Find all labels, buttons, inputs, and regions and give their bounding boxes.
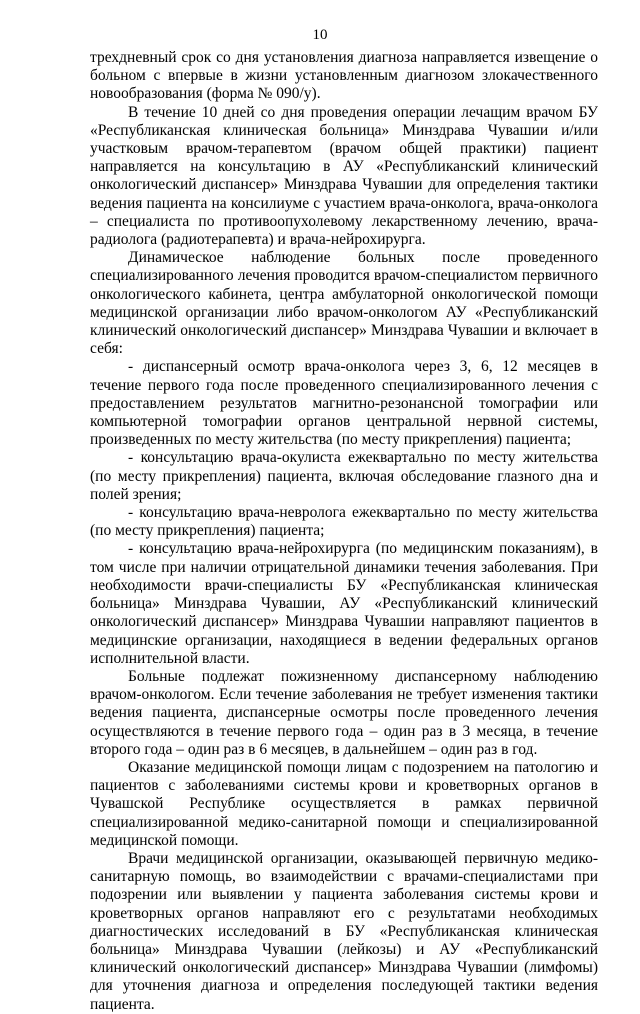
paragraph-continuation: трехдневный срок со дня установления диагноза направляется извещение о больном с впервые в жизни установленным диагнозом злокачественного новообразования (форма № 090/у). (90, 49, 598, 103)
list-item-neurologist: - консультацию врача-невролога ежеквартально по месту жительства (по месту прикрепления) пациента; (90, 504, 598, 540)
page-number: 10 (312, 27, 328, 43)
list-item-neurosurgeon: - консультацию врача-нейрохирурга (по медицинским показаниям), в том числе при наличии отрицательной динамики течения заболевания. При необходимости врачи-специалисты БУ «Республиканская клиническая больница» Минздрава Чувашии, АУ «Республиканский клинический онкологический диспансер» Минздрава Чувашии направляют пациентов в медицинские организации, находящиеся в ведении федеральных органов исполнительной власти. (90, 540, 598, 667)
list-item-ophthalmologist: - консультацию врача-окулиста ежеквартально по месту жительства (по месту прикрепления) пациента, включая обследование глазного дна и полей зрения; (90, 449, 598, 503)
paragraph-lifelong-observation: Больные подлежат пожизненному диспансерному наблюдению врачом-онкологом. Если течение заболевания не требует изменения тактики ведения пациента, диспансерные осмотры после проведенного лечения осуществляются в течение первого года – один раз в 3 месяца, в течение второго года – один раз в 6 месяцев, в дальнейшем – один раз в год. (90, 667, 598, 758)
paragraph-blood-diseases-care: Оказание медицинской помощи лицам с подозрением на патологию и пациентов с заболеваниями системы крови и кроветворных органов в Чувашской Республике осуществляется в рамках первичной специализированной медико-санитарной помощи и специализированной медицинской помощи. (90, 758, 598, 849)
document-body (90, 49, 598, 1014)
list-item-oncologist-exam: - диспансерный осмотр врача-онколога через 3, 6, 12 месяцев в течение первого года после проведенного специализированного лечения с предоставлением результатов магнитно-резонансной томографии или компьютерной томографии органов центральной нервной системы, произведенных по месту жительства (по месту прикрепления) пациента; (90, 358, 598, 449)
paragraph-primary-care-referral: Врачи медицинской организации, оказывающей первичную медико-санитарную помощь, во взаимодействии с врачами-специалистами при подозрении или выявлении у пациента заболевания системы крови и кроветворных органов направляют его с результатами необходимых диагностических исследований в БУ «Республиканская клиническая больница» Минздрава Чувашии (лейкозы) и АУ «Республиканский клинический онкологический диспансер» Минздрава Чувашии (лимфомы) для уточнения диагноза и определения последующей тактики ведения пациента. (90, 849, 598, 1013)
paragraph-dynamic-observation: Динамическое наблюдение больных после проведенного специализированного лечения проводится врачом-специалистом первичного онкологического кабинета, центра амбулаторной онкологической помощи медицинской организации либо врачом-онкологом АУ «Республиканский клинический онкологический диспансер» Минздрава Чувашии и включает в себя: (90, 249, 598, 358)
paragraph-consultation-referral: В течение 10 дней со дня проведения операции лечащим врачом БУ «Республиканская клиническая больница» Минздрава Чувашии и/или участковым врачом-терапевтом (врачом общей практики) пациент направляется на консультацию в АУ «Республиканский клинический онкологический диспансер» Минздрава Чувашии для определения тактики ведения пациента на консилиуме с участием врача-онколога, врача-онколога – специалиста по противоопухолевому лекарственному лечению, врача-радиолога (радиотерапевта) и врача-нейрохирурга. (90, 103, 598, 249)
